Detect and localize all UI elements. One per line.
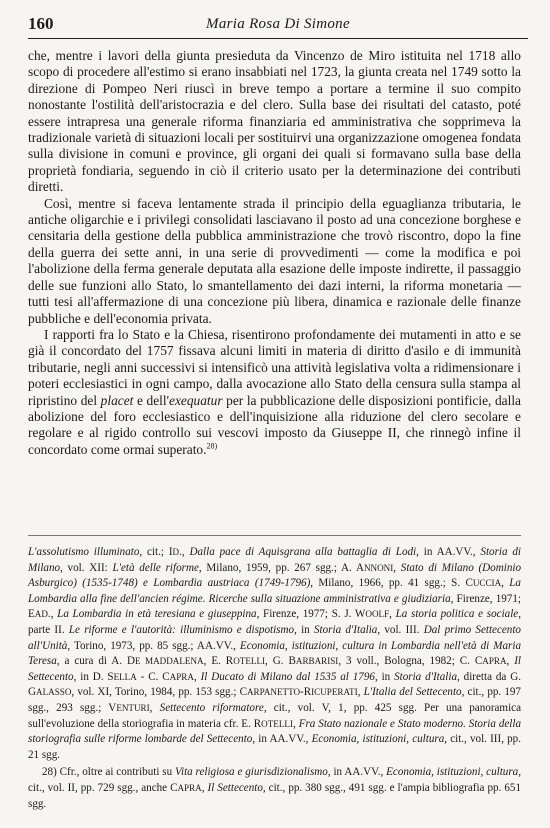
footnote-text-run: Fra Stato nazionale e Stato moderno. Storia della storiografia sulle riforme lombarde del Settecento [28,717,521,746]
footnote-text-run: UCCIA [472,578,502,589]
footnote-text-run: La Lombardia alla fine dell'ancien régime. Ricerche sulla situazione amministrativa e giudiziaria [28,577,521,605]
footnote-text-run: APRA [482,656,507,667]
footnote-text-run: , cit., vol. V, 1, pp. 425 sgg. Per una panoramica sull'evoluzione della storiografia in materia cfr. E. R [28,701,521,730]
footnote-text-run: Economia, istituzioni, cultura in Lombardia nell'età di Maria Teresa [28,639,521,668]
footnote-text-run: , Milano, 1959, pp. 267 sgg.; A. A [198,561,364,574]
footnote-text-run: , Torino, 1973, pp. 85 sgg.; AA.VV., [67,639,240,652]
footnote-text-run: , [149,701,160,714]
footnote-text-run: , cit., pp. 380 sgg., 491 sgg. e l'ampia bibliografia pp. 651 sgg. [28,781,521,810]
footnote-text-run: , vol. XII: [60,561,113,574]
footnote-text-run: ., [179,546,190,558]
footnote-text-run: , [389,608,396,621]
footnote-text-run: , in AA.VV., [416,546,481,558]
running-head: Maria Rosa Di Simone [206,16,350,32]
footnote-text-run: , [393,561,401,574]
footnote-text-run: ALASSO [36,687,72,698]
footnote-text-run: Stato di Milano (Dominio Asburgico) (1535-1748) e Lombardia austriaca (1749-1796) [28,561,521,590]
paragraph-3 [28,327,521,458]
footnote-text-run: , Firenze, 1977; S. J. W [256,608,366,621]
footnote-text-run: APRA [169,671,194,682]
footnote-text-run: Vita religiosa e giurisdizionalismo [175,766,328,779]
footnote-text-run: Le riforme e l'autorità: illuminismo e dispotismo [68,623,295,636]
footnote-text-run: , [506,655,515,668]
footnote-text-run: Settecento riformatore [159,701,264,714]
footnote-text-run: OTELLI [233,656,266,667]
footnote-text-run: ARPANETTO [246,687,301,698]
footnote-text-run: , [201,781,208,794]
footnote-text-run: , cit., pp. 197 sgg., 293 sgg.; V [28,686,521,714]
footnote-separator [28,535,521,536]
paragraph-1: che, mentre i lavori della giunta presieduta da Vincenzo de Miro istituita nel 1718 allo scopo di procedere all'estimo si erano insabbiati nel 1723, la giunta creata nel 1749 sotto la direzione di Pompeo Neri riuscì in breve tempo a portare a termine il suo compito nonostante l'ostilità dell'aristocrazia e del clero. Sulla base dei risultati del catasto, poté essere intrapresa una generale riforma finanziaria ed amministrativa che sopprimeva la tradizionale varietà di situazioni locali per sostituirvi una organizzazione omogenea fondata sulla divisione in comuni e province, gli organi dei quali si formavano sulla base della proprietà fondiaria, seguendo in ciò il criterio usato per la determinazione dei contributi diretti. [28,48,521,195]
footnote-text-run: , in [294,623,314,636]
footnote-text-run: , in AA.VV., [327,766,387,779]
footnote-text-run: Storia di Milano [28,546,522,574]
footnote-text-run: , [293,717,299,730]
footnote-text-run: Dalla pace di Aquisgrana alla battaglia di Lodi [189,546,417,558]
footnote-text-run: , in [374,670,395,683]
footnote-28-marker: 28) [42,766,57,779]
footnote-text-run: Il Ducato di Milano dal 1535 al 1796 [200,670,375,683]
footnote-text-run: -R [300,686,312,699]
footnote-text-run: , Firenze, 1971; E [28,592,521,621]
footnote-text-run: ENTURI [116,702,150,713]
footnote-text-run: - C. C [136,670,170,683]
footnote-text-run: , cit., vol. III, pp. 21 sgg. [28,733,521,761]
footnote-text-run: , vol. III. [377,623,424,636]
paragraph-3-text-b: e dell' [133,392,169,408]
footnote-text-run: , [357,686,364,699]
footnote-text-run: Economia, istituzioni, cultura [386,766,519,779]
term-exequatur: exequatur [169,392,223,408]
footnote-text-run: ARBARISI [295,656,339,667]
footnote-text-run: D [172,547,180,557]
footnote-text-run: , 3 voll., Bologna, 1982; C. C [338,655,483,668]
footnote-reference-28: 28) [206,441,218,451]
footnote-text-run: La Lombardia in età teresiana e giuseppina [57,608,257,621]
footnote-text-run: , cit., vol. II, pp. 729 sgg., anche C [28,766,522,794]
footnotes [28,545,521,812]
footnote-text-run: , a cura di A. D [56,655,136,668]
footnote-text-run: L'Italia del Settecento [363,686,462,699]
footnote-text-run: L'età delle riforme [112,561,199,574]
footnote-text-run: , diretta da G. G [28,670,521,699]
footnote-text-run: , [193,670,201,683]
term-placet: placet [100,392,134,408]
footnote-text-run: Storia d'Italia [314,623,378,636]
footnote-text-run: OTELLI [261,718,293,729]
footnote-text-run: ICUPERATI [311,687,358,698]
footnote-text-run: , in D. S [73,670,114,683]
footnote-text-run: Il Settecento [207,781,263,794]
paragraph-3-text-a: I rapporti fra lo Stato e la Chiesa, risentirono profondamente dei mutamenti in atto e se già il concordato del 1757 fissava alcuni limiti in materia di diritto d'asilo e di immunità tributarie, negli anni successivi si intensificò una attività legislativa volta a ridimensionare i poteri ecclesiastici in ogni campo, dalla avocazione allo Stato della censura sulla stampa al ripristino del [28,326,521,408]
footnote-28 [28,765,521,812]
page-header [28,14,528,39]
footnote-text-run: , cit.; I [139,546,173,558]
footnote-text-run: Il Settecento [28,655,521,683]
footnote-text-run: AD [34,609,48,620]
footnote-text-run: Storia d'Italia [394,670,458,683]
footnote-text-run: , E. R [203,655,234,668]
footnote-text-run: , parte II. [28,608,521,636]
paragraph-3-text-c: per la pubblicazione delle disposizioni pontificie, dalla abolizione del foro ecclesiastico e dell'inquisizione alla riduzione del clero secolare e regolare e al rigido controllo sui vescovi imposto da Giuseppe II, che rinnegò infine il concordato come ormai superato. [28,392,521,457]
paragraph-2: Così, mentre si faceva lentamente strada il principio della eguaglianza tributaria, le antiche oligarchie e i privilegi consolidati lasciavano il posto ad una concezione borghese e censitaria della gestione della pubblica amministrazione che trovò riscontro, dopo la fine della guerra dei sette anni, in una serie di provvedimenti — come la modifica e poi l'abolizione della ferma generale deputata alla esazione delle imposte indirette, il passaggio delle sue funzioni allo Stato, lo smantellamento dei dazi interni, la riforma monetaria — tutti tesi all'affermazione di una concezione più libera, dinamica e razionale delle finanze pubbliche e dell'economia privata. [28,195,521,326]
footnote-text-run: Dal primo Settecento all'Unità [28,623,521,652]
footnote-text-run: ELLA [113,671,137,682]
footnote-text-run: Cfr., oltre ai contributi su [56,766,176,779]
footnote-text-run: , Milano, 1966, pp. 41 sgg.; S. C [310,577,473,590]
page-number: 160 [28,14,54,33]
footnote-text-run: Economia, istituzioni, cultura [311,733,445,746]
footnote-text-run: La storia politica e sociale [395,608,519,621]
footnote-text-run: ., [47,608,58,621]
footnote-text-run: , in AA.VV., [252,733,312,746]
footnote-text-run: NNONI [363,562,394,573]
footnote-text-run: APRA [177,782,202,793]
footnote-text-run: OOLF [365,609,390,620]
footnote-text-run: E MADDALENA [135,656,204,667]
footnote-text-run: L'assolutismo illuminato [28,546,140,558]
footnote-text-run: , vol. XI, Torino, 1984, pp. 153 sgg.; C [71,686,247,699]
body-text [28,48,521,458]
footnote-text-run: , [501,577,510,590]
footnote-text-run: , G. B [265,655,296,668]
footnote-27-continued [28,545,521,763]
